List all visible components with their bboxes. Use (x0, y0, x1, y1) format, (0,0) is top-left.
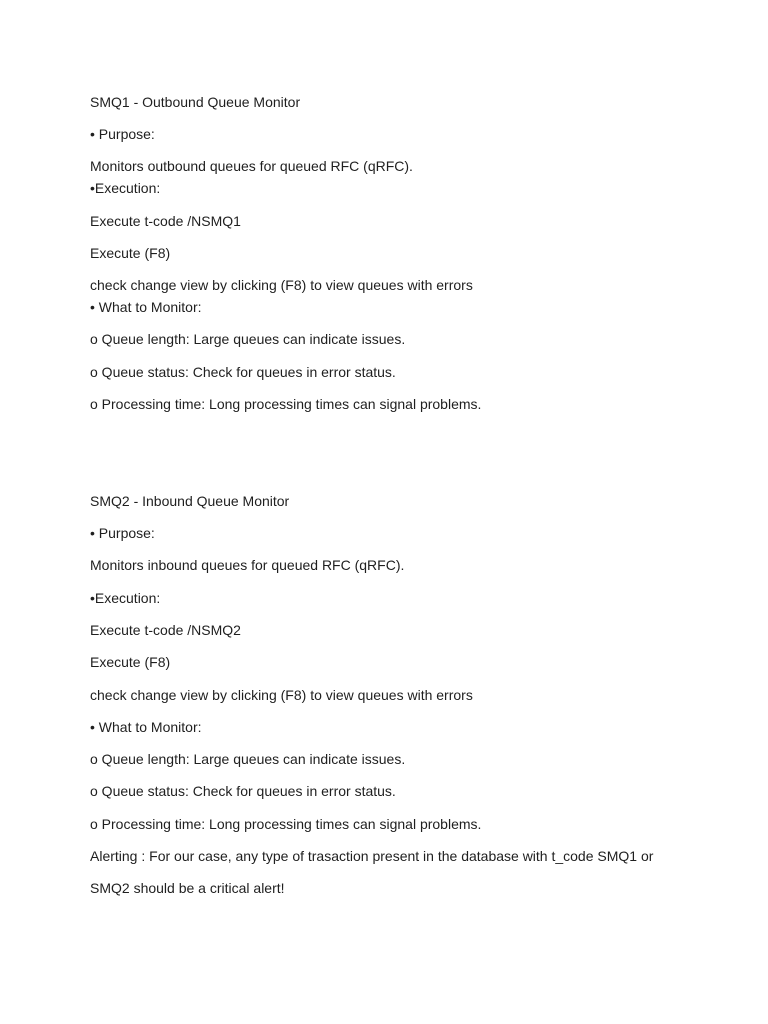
smq1-monitor-item: o Processing time: Long processing times can signal problems. (90, 396, 482, 412)
smq2-step-change-view: check change view by clicking (F8) to view queues with errors (90, 687, 473, 703)
smq1-purpose-text: Monitors outbound queues for queued RFC (qRFC). (90, 158, 413, 174)
smq1-title: SMQ1 - Outbound Queue Monitor (90, 94, 301, 110)
smq1-step-tcode: Execute t-code /NSMQ1 (90, 213, 241, 229)
smq2-purpose-text: Monitors inbound queues for queued RFC (qRFC). (90, 557, 405, 573)
smq2-monitor-label: • What to Monitor: (90, 719, 202, 735)
smq2-step-tcode: Execute t-code /NSMQ2 (90, 622, 241, 638)
smq1-monitor-item: o Queue length: Large queues can indicate issues. (90, 331, 406, 347)
alerting-text-line1: Alerting : For our case, any type of trasaction present in the database with t_code SMQ1 or (90, 848, 654, 864)
smq1-purpose-label: • Purpose: (90, 126, 155, 142)
smq2-step-execute: Execute (F8) (90, 654, 171, 670)
smq1-step-change-view: check change view by clicking (F8) to view queues with errors (90, 277, 473, 293)
smq2-purpose-label: • Purpose: (90, 525, 155, 541)
smq2-monitor-item: o Processing time: Long processing times can signal problems. (90, 816, 482, 832)
smq1-step-execute: Execute (F8) (90, 245, 171, 261)
smq2-title: SMQ2 - Inbound Queue Monitor (90, 493, 290, 509)
smq1-execution-label: •Execution: (90, 180, 161, 196)
alerting-text-line2: SMQ2 should be a critical alert! (90, 880, 285, 896)
smq1-monitor-item: o Queue status: Check for queues in error status. (90, 364, 396, 380)
smq1-monitor-label: • What to Monitor: (90, 299, 202, 315)
smq2-execution-label: •Execution: (90, 590, 161, 606)
smq2-monitor-item: o Queue length: Large queues can indicate issues. (90, 751, 406, 767)
smq2-monitor-item: o Queue status: Check for queues in error status. (90, 783, 396, 799)
